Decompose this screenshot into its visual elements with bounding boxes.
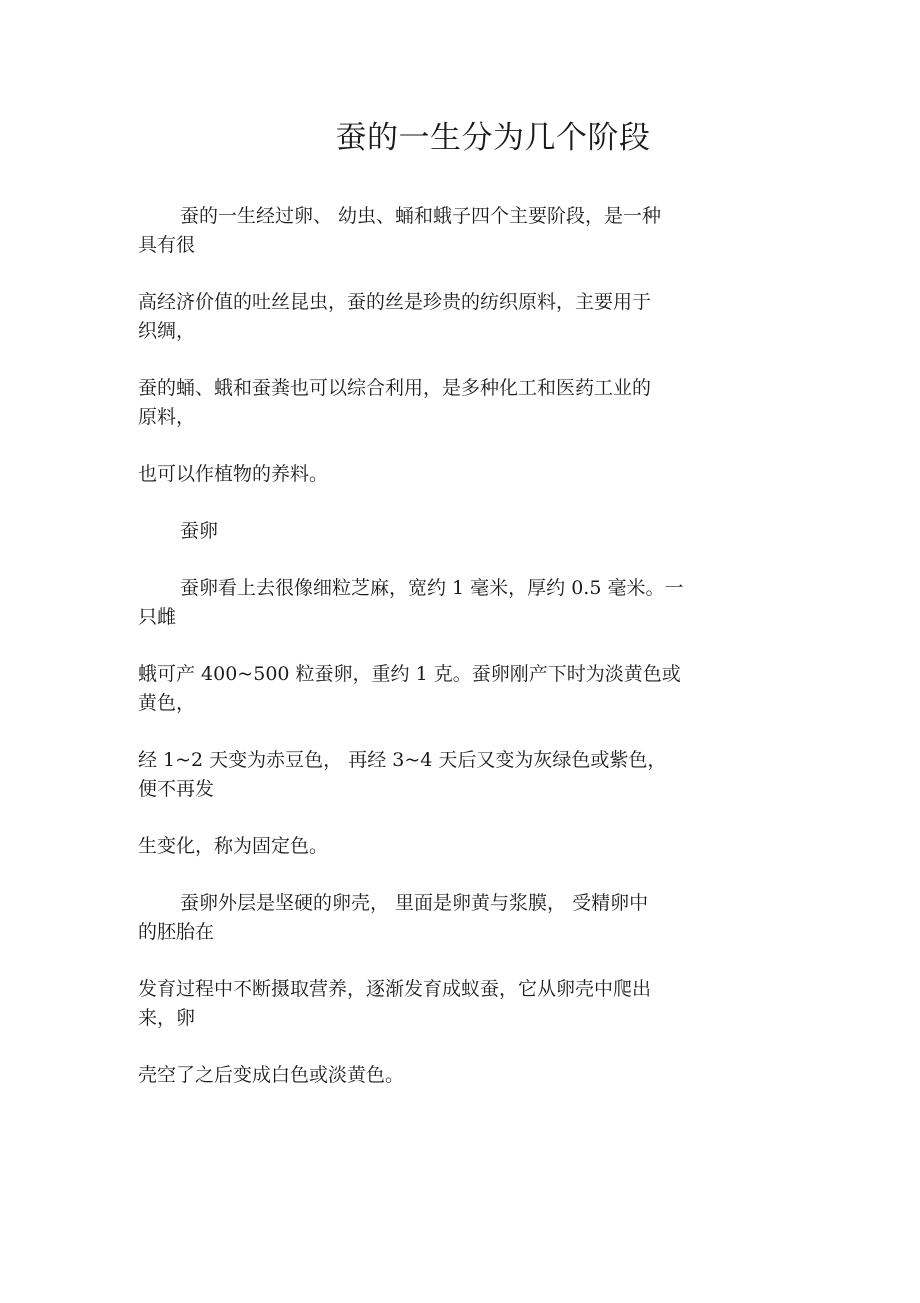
paragraph-line: 便不再发 (138, 778, 215, 800)
paragraph-line: 蚕的蛹、蛾和蚕粪也可以综合利用，是多种化工和医药工业的 (138, 377, 652, 399)
paragraph-line: 壳空了之后变成白色或淡黄色。 (138, 1064, 405, 1086)
paragraph-line: 发育过程中不断摄取营养，逐渐发育成蚁蚕，它从卵壳中爬出 (138, 978, 652, 1000)
paragraph (138, 746, 728, 804)
paragraph-line: 织绸， (138, 320, 196, 342)
paragraph-line: 高经济价值的吐丝昆虫，蚕的丝是珍贵的纺织原料，主要用于 (138, 291, 652, 313)
paragraph-line: 经 1~2 天变为赤豆色， 再经 3~4 天后又变为灰绿色或紫色， (138, 749, 667, 771)
paragraph-line: 蚕卵外层是坚硬的卵壳， 里面是卵黄与浆膜， 受精卵中 (180, 892, 649, 914)
paragraph (138, 288, 728, 346)
paragraph (138, 1061, 728, 1090)
document-body (138, 202, 728, 1090)
paragraph-line: 蚕卵看上去很像细粒芝麻，宽约 1 毫米，厚约 0.5 毫米。一 (180, 577, 684, 599)
paragraph-line: 只雌 (138, 606, 177, 628)
paragraph-line: 原料， (138, 406, 196, 428)
page-title: 蚕的一生分为几个阶段 (335, 120, 651, 156)
paragraph (138, 832, 728, 861)
paragraph (138, 975, 728, 1033)
paragraph (138, 374, 728, 432)
paragraph (138, 460, 728, 489)
paragraph (138, 574, 728, 632)
paragraph-list (138, 202, 728, 1090)
paragraph-line: 蛾可产 400~500 粒蚕卵，重约 1 克。蚕卵刚产下时为淡黄色或 (138, 663, 681, 685)
paragraph-line: 蚕的一生经过卵、 幼虫、蛹和蛾子四个主要阶段，是一种 (180, 205, 662, 227)
paragraph (138, 517, 728, 546)
paragraph-line: 蚕卵 (180, 520, 219, 542)
paragraph (138, 889, 728, 947)
paragraph-line: 具有很 (138, 234, 196, 256)
paragraph (138, 660, 728, 718)
paragraph-line: 黄色， (138, 692, 196, 714)
paragraph (138, 202, 728, 260)
paragraph-line: 来，卵 (138, 1007, 196, 1029)
paragraph-line: 生变化，称为固定色。 (138, 835, 329, 857)
paragraph-line: 的胚胎在 (138, 921, 215, 943)
paragraph-line: 也可以作植物的养料。 (138, 463, 329, 485)
